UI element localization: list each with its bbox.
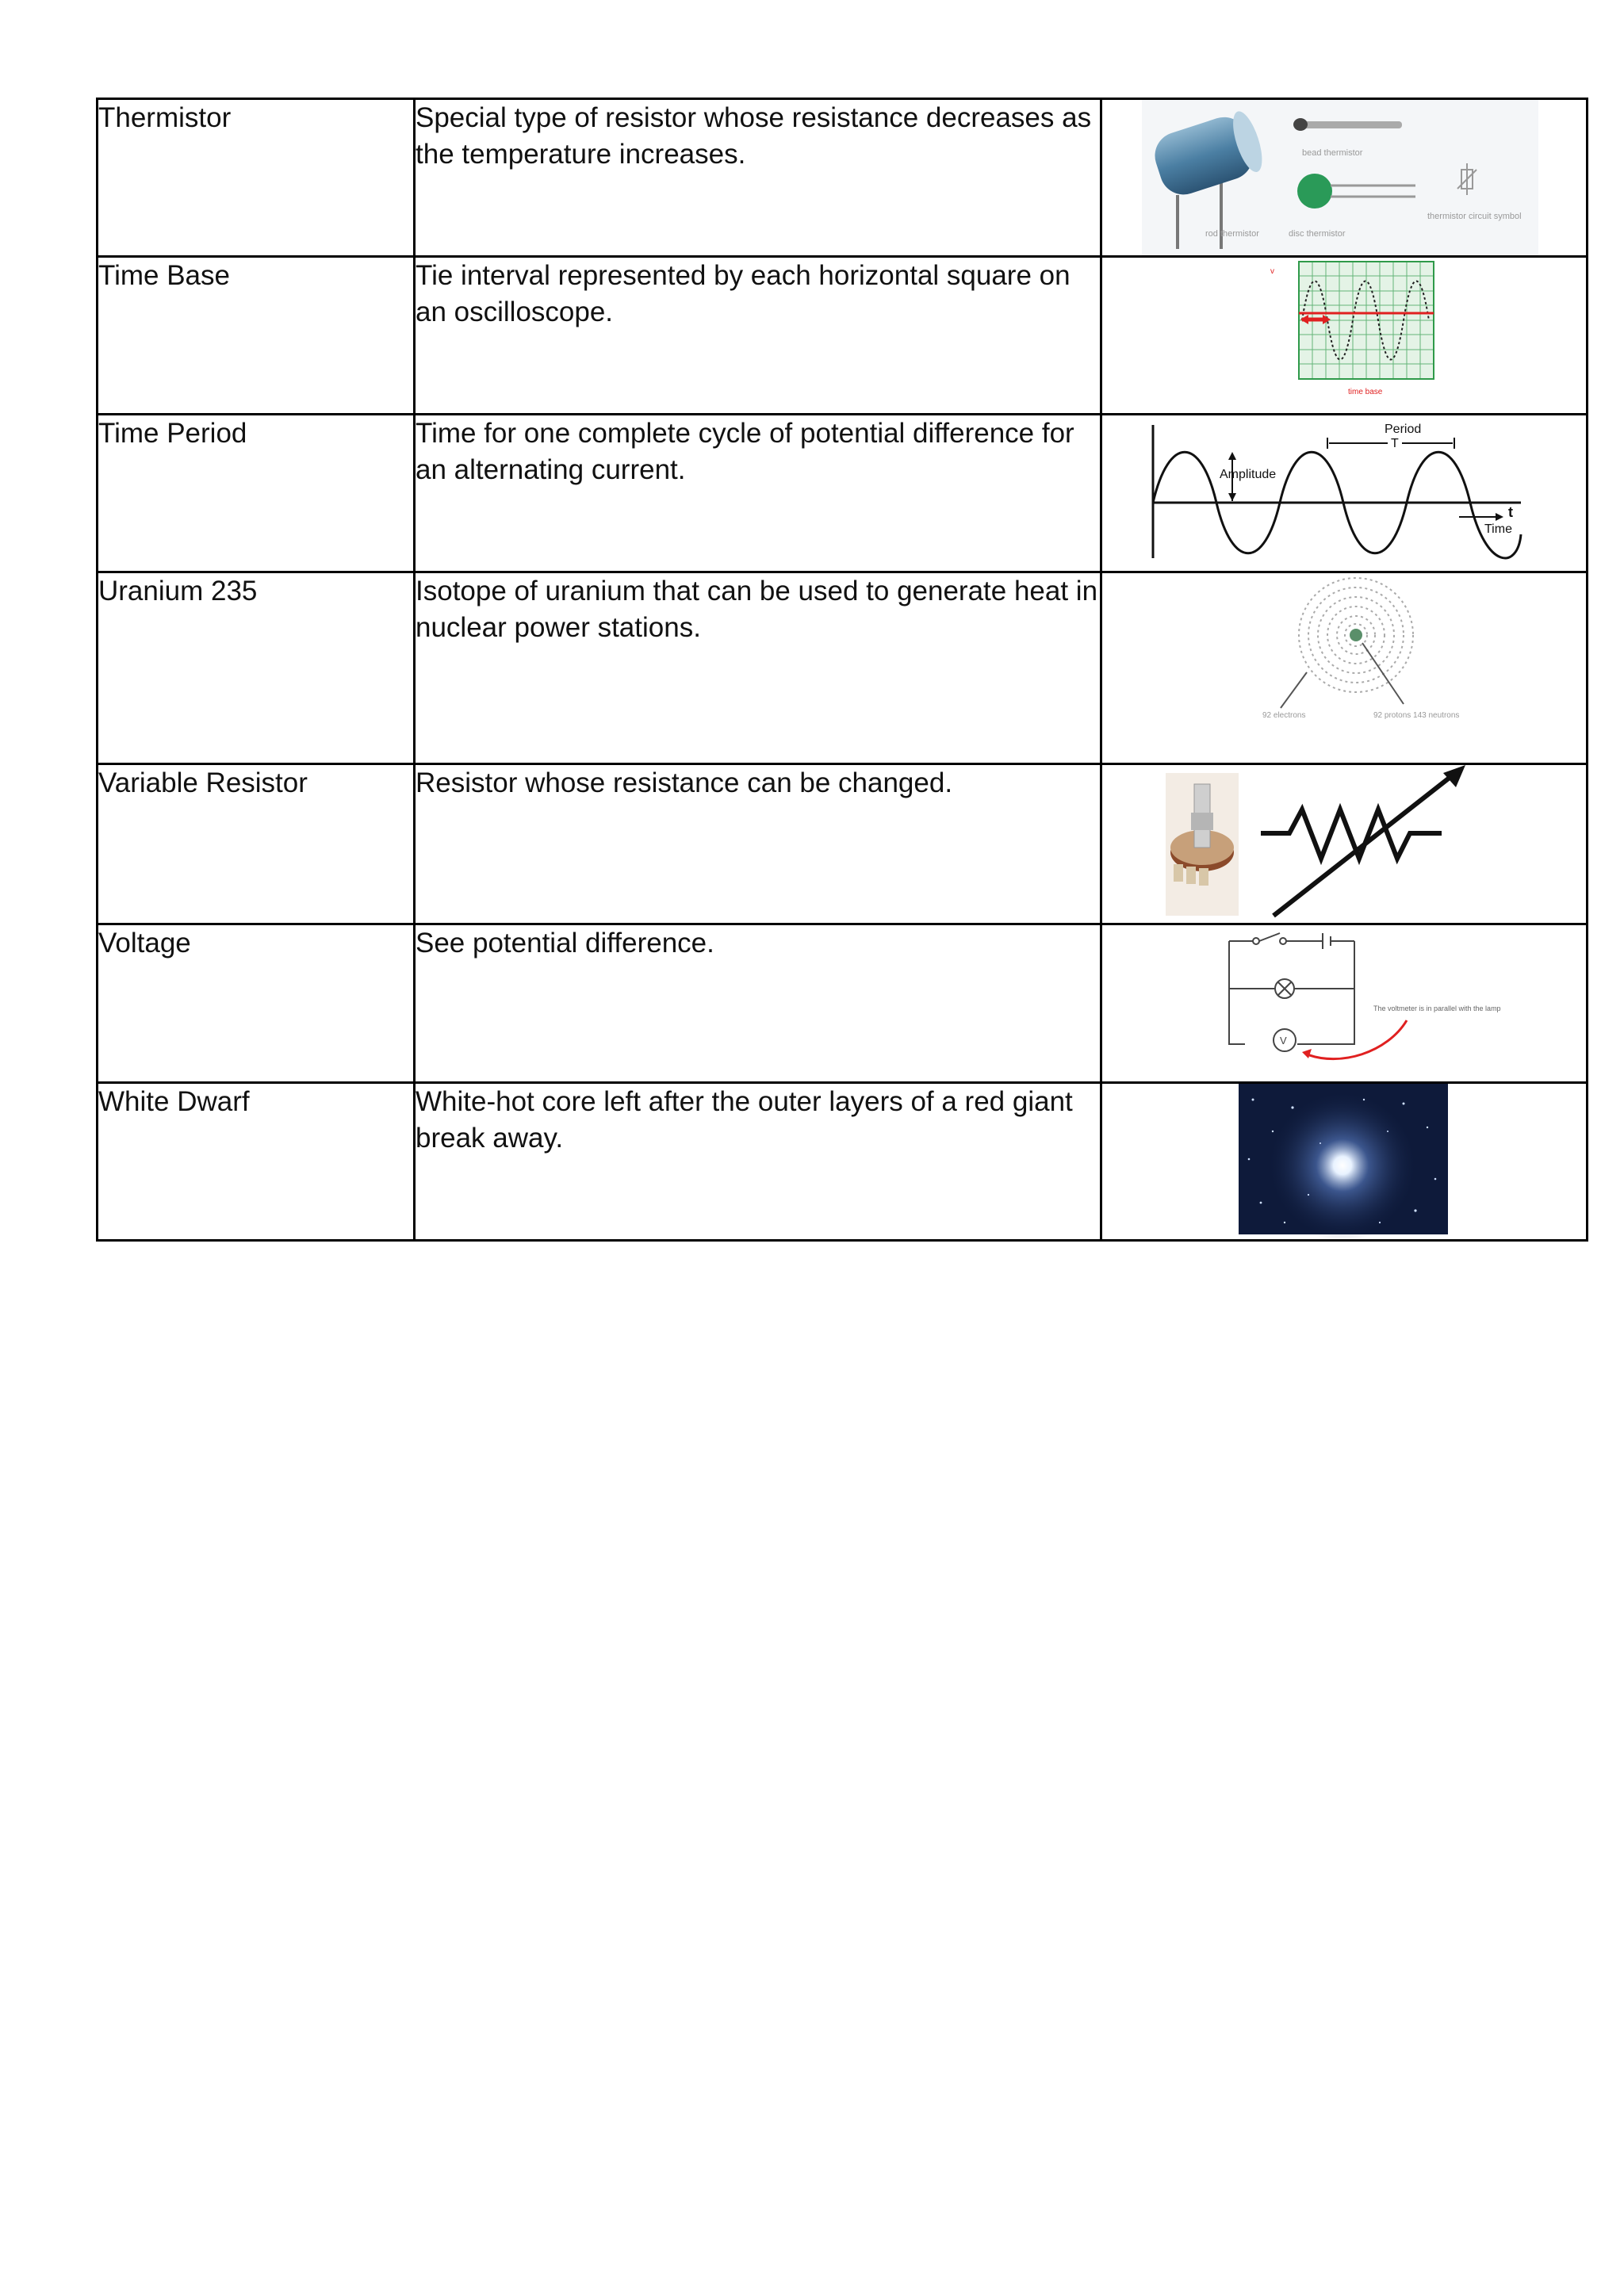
- definition-cell: Isotope of uranium that can be used to generate heat in nuclear power stations.: [415, 572, 1101, 764]
- time-axis-label: Time: [1484, 522, 1512, 536]
- t-axis-label: t: [1508, 504, 1513, 520]
- table-row: [98, 572, 1588, 764]
- white-dwarf-star-photo-icon: [1102, 1084, 1588, 1239]
- period-t-label: T: [1391, 437, 1399, 450]
- voltmeter-v-label: V: [1280, 1035, 1287, 1047]
- caption-time-base: time base: [1348, 388, 1383, 396]
- thermistor-illustration-icon: [1102, 100, 1588, 255]
- atom-shells-diagram-icon: [1102, 573, 1588, 763]
- definition-cell: Special type of resistor whose resistance decreases as the temperature increases.: [415, 99, 1101, 257]
- svg-text:v: v: [1270, 267, 1274, 276]
- image-cell: [1101, 924, 1588, 1083]
- term-cell: Variable Resistor: [98, 764, 415, 924]
- definition-cell: Time for one complete cycle of potential difference for an alternating current.: [415, 415, 1101, 572]
- image-cell: [1101, 99, 1588, 257]
- caption-bead: bead thermistor: [1302, 148, 1363, 158]
- caption-nucleus: 92 protons 143 neutrons: [1373, 711, 1460, 720]
- term-cell: Thermistor: [98, 99, 415, 257]
- image-cell: [1101, 257, 1588, 415]
- caption-rod: rod thermistor: [1205, 229, 1259, 239]
- definition-cell: See potential difference.: [415, 924, 1101, 1083]
- table-row: [98, 764, 1588, 924]
- image-cell: [1101, 1083, 1588, 1241]
- voltmeter-circuit-icon: [1102, 925, 1588, 1081]
- table-row: [98, 924, 1588, 1083]
- potentiometer-and-symbol-icon: [1102, 765, 1588, 923]
- table-row: [98, 99, 1588, 257]
- oscilloscope-trace-icon: [1102, 258, 1588, 413]
- caption-symbol: thermistor circuit symbol: [1427, 212, 1522, 221]
- amplitude-label: Amplitude: [1220, 468, 1277, 481]
- sine-wave-diagram-icon: [1102, 415, 1588, 571]
- period-label: Period: [1385, 423, 1422, 436]
- term-cell: Uranium 235: [98, 572, 415, 764]
- term-cell: Time Period: [98, 415, 415, 572]
- table-row: [98, 415, 1588, 572]
- image-cell: [1101, 572, 1588, 764]
- caption-electrons: 92 electrons: [1262, 711, 1306, 720]
- image-cell: [1101, 764, 1588, 924]
- definition-cell: Resistor whose resistance can be changed.: [415, 764, 1101, 924]
- term-cell: Voltage: [98, 924, 415, 1083]
- term-cell: White Dwarf: [98, 1083, 415, 1241]
- image-cell: [1101, 415, 1588, 572]
- glossary-table: [96, 98, 1588, 1242]
- table-row: [98, 257, 1588, 415]
- term-cell: Time Base: [98, 257, 415, 415]
- definition-cell: Tie interval represented by each horizontal square on an oscilloscope.: [415, 257, 1101, 415]
- caption-voltmeter: The voltmeter is in parallel with the lamp: [1373, 1004, 1501, 1012]
- caption-disc: disc thermistor: [1289, 229, 1346, 239]
- definition-cell: White-hot core left after the outer layers of a red giant break away.: [415, 1083, 1101, 1241]
- table-row: [98, 1083, 1588, 1241]
